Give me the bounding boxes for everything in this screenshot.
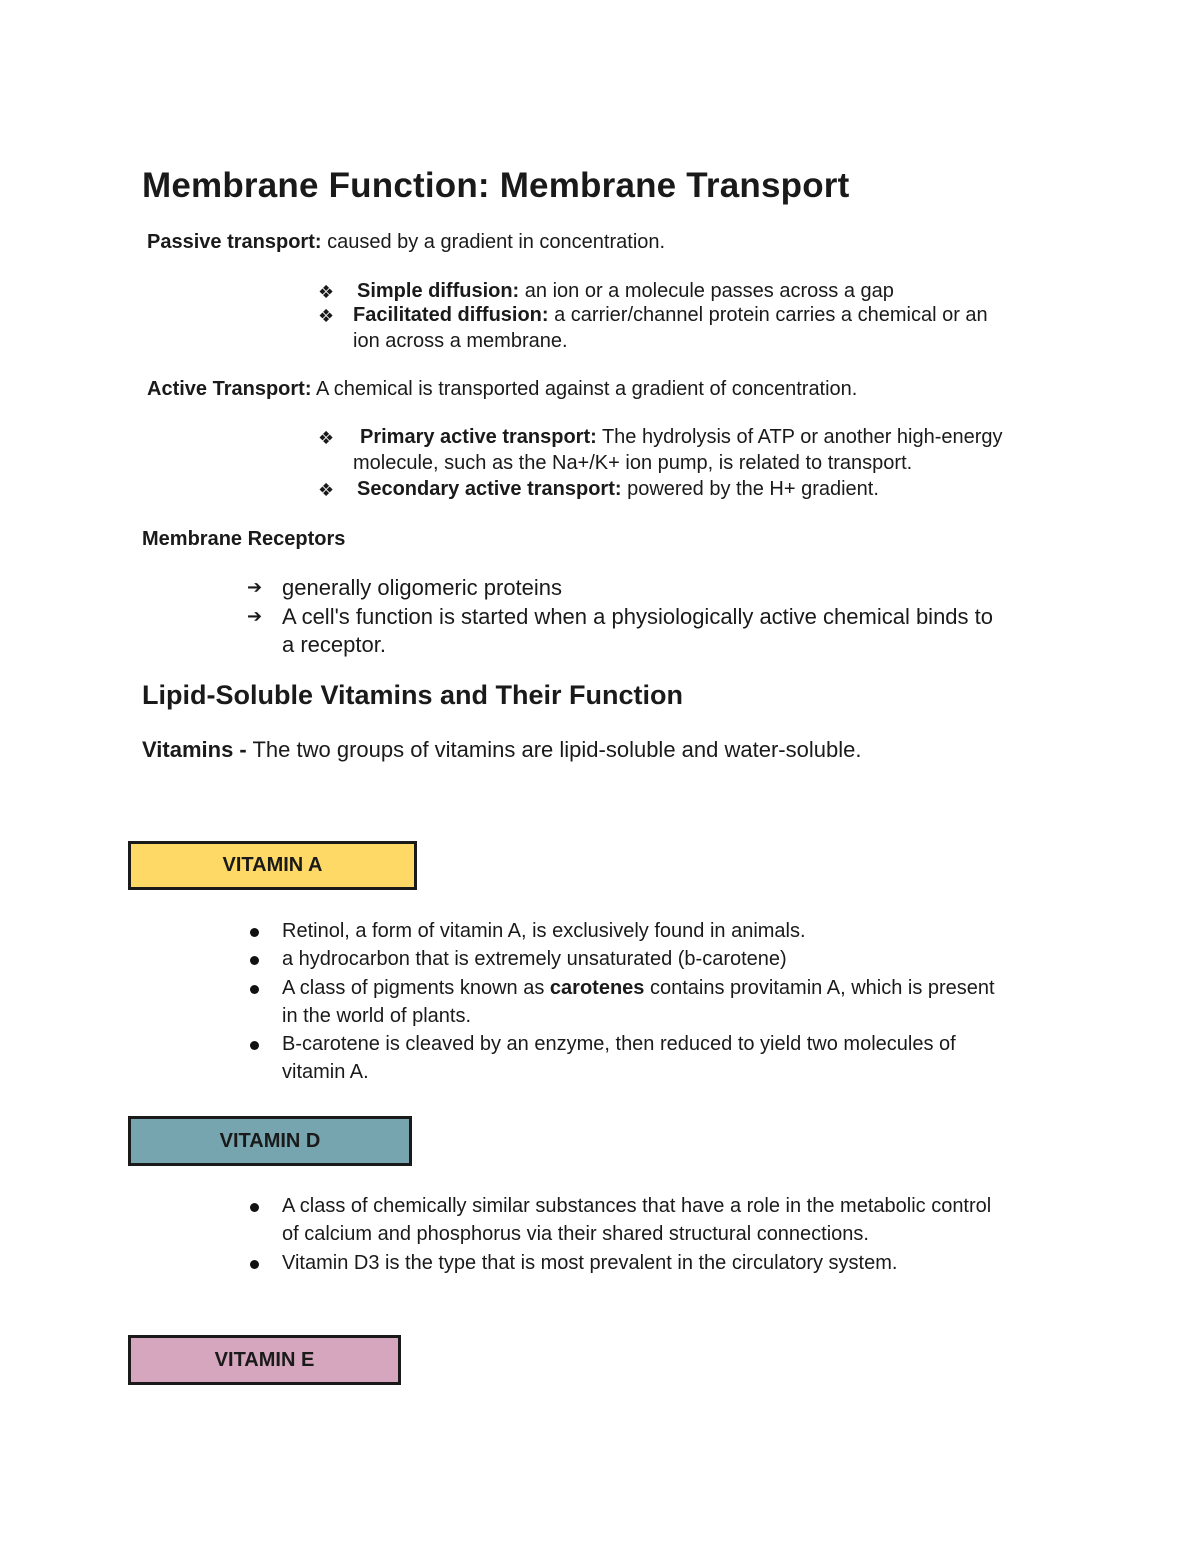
- bullet-icon: [250, 956, 259, 965]
- diamond-bullet-icon: ❖: [318, 428, 335, 448]
- vitamin-d-item: Vitamin D3 is the type that is most prevalent in the circulatory system.: [282, 1252, 898, 1274]
- primary-active-transport-cont: molecule, such as the Na+/K+ ion pump, is related to transport.: [353, 452, 913, 474]
- vitamins-intro-text: The two groups of vitamins are lipid-soluble and water-soluble.: [246, 737, 862, 762]
- vitamin-a-item-text: A class of pigments known as: [282, 977, 550, 999]
- secondary-active-transport-text: powered by the H+ gradient.: [621, 478, 879, 500]
- diamond-bullet-icon: ❖: [318, 306, 335, 326]
- facilitated-diffusion-term: Facilitated diffusion:: [353, 304, 549, 326]
- carotenes-term: carotenes: [549, 977, 645, 999]
- vitamins-section-heading: Lipid-Soluble Vitamins and Their Function: [142, 680, 684, 710]
- passive-transport-line: [147, 231, 665, 254]
- simple-diffusion-term: Simple diffusion:: [357, 280, 520, 302]
- facilitated-diffusion-text: a carrier/channel protein carries a chemical or an: [548, 304, 988, 326]
- primary-active-transport-text: The hydrolysis of ATP or another high-energy: [596, 426, 1003, 448]
- vitamin-a-item-cont: in the world of plants.: [282, 1005, 471, 1027]
- bullet-icon: [250, 1203, 259, 1212]
- bullet-icon: [250, 928, 259, 937]
- active-transport-text: A chemical is transported against a gradient of concentration.: [311, 378, 858, 400]
- passive-transport-text: caused by a gradient in concentration.: [321, 231, 666, 253]
- membrane-receptors-heading: Membrane Receptors: [142, 528, 346, 550]
- vitamin-a-label-box: VITAMIN A: [128, 841, 417, 890]
- primary-active-transport-term: Primary active transport:: [360, 426, 597, 448]
- bullet-icon: [250, 1260, 259, 1269]
- vitamin-a-item: a hydrocarbon that is extremely unsaturated (b-carotene): [282, 948, 787, 970]
- bullet-icon: [250, 1041, 259, 1050]
- simple-diffusion-text: an ion or a molecule passes across a gap: [519, 280, 894, 302]
- diamond-bullet-icon: ❖: [318, 282, 335, 302]
- passive-transport-label: Passive transport:: [147, 231, 322, 253]
- arrow-bullet-icon: ➔: [247, 577, 263, 597]
- bullet-icon: [250, 985, 259, 994]
- vitamin-d-item-cont: of calcium and phosphorus via their shared structural connections.: [282, 1223, 869, 1245]
- secondary-active-transport-item: [357, 478, 879, 501]
- active-transport-label: Active Transport:: [147, 378, 312, 400]
- receptor-item-cont: a receptor.: [282, 632, 386, 657]
- vitamins-intro: [142, 737, 861, 763]
- facilitated-diffusion-item: [353, 304, 988, 327]
- receptor-item: A cell's function is started when a physiologically active chemical binds to: [282, 604, 994, 629]
- primary-active-transport-item: [360, 426, 1003, 449]
- vitamin-a-item: [282, 977, 995, 1000]
- diamond-bullet-icon: ❖: [318, 480, 335, 500]
- vitamin-a-item-cont: vitamin A.: [282, 1061, 369, 1083]
- simple-diffusion-item: [357, 280, 894, 303]
- vitamin-e-label-box: VITAMIN E: [128, 1335, 401, 1385]
- active-transport-line: [147, 378, 857, 401]
- vitamins-intro-label: Vitamins -: [142, 737, 247, 762]
- receptor-item: generally oligomeric proteins: [282, 575, 563, 600]
- vitamin-a-item: Retinol, a form of vitamin A, is exclusively found in animals.: [282, 920, 806, 942]
- arrow-bullet-icon: ➔: [247, 606, 263, 626]
- vitamin-a-item: B-carotene is cleaved by an enzyme, then reduced to yield two molecules of: [282, 1033, 956, 1055]
- vitamin-d-label-box: VITAMIN D: [128, 1116, 412, 1166]
- page-title: Membrane Function: Membrane Transport: [142, 166, 850, 205]
- facilitated-diffusion-cont: ion across a membrane.: [353, 330, 568, 352]
- vitamin-d-item: A class of chemically similar substances that have a role in the metabolic control: [282, 1195, 992, 1217]
- secondary-active-transport-term: Secondary active transport:: [357, 478, 622, 500]
- vitamin-a-item-text: contains provitamin A, which is present: [644, 977, 995, 999]
